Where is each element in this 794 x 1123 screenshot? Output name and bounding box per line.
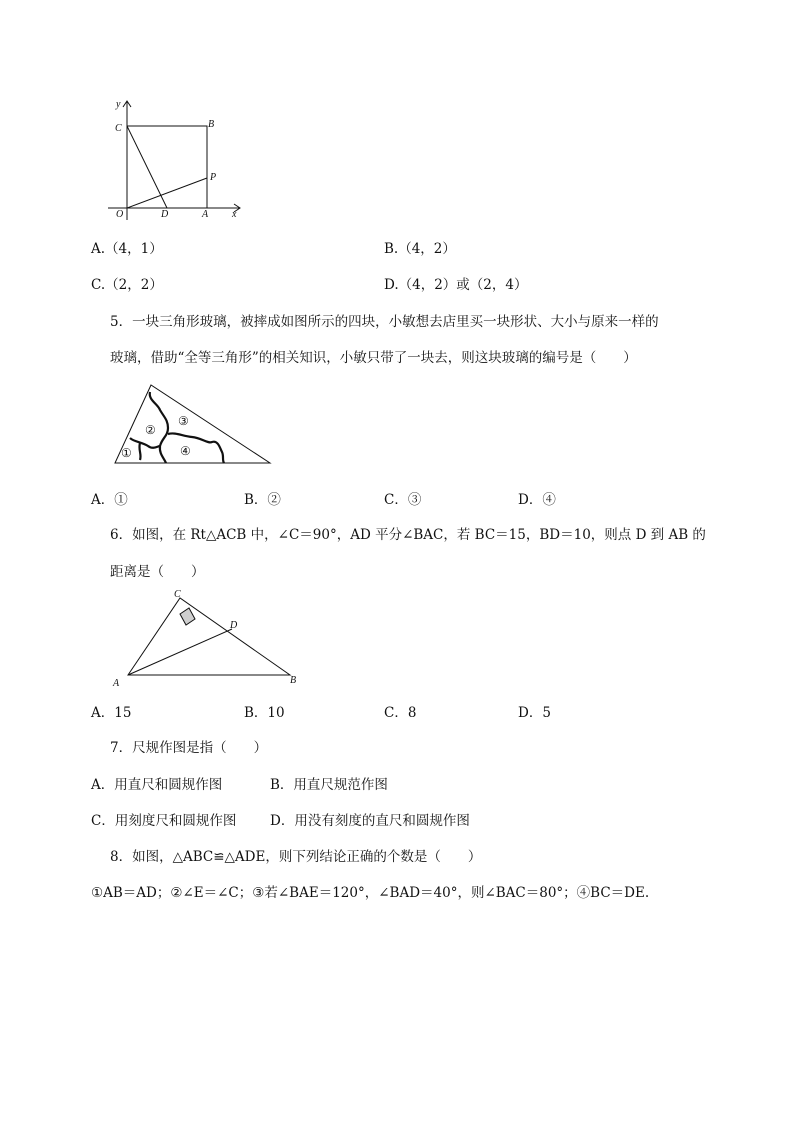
label-b: B <box>290 675 297 686</box>
label-y: y <box>116 99 121 110</box>
q7-stem: 7．尺规作图是指（ ） <box>110 740 268 756</box>
q4-option-d[interactable]: D.（4，2）或（2，4） <box>384 277 528 293</box>
crack-2 <box>168 433 224 463</box>
q5-option-d[interactable]: D．④ <box>518 492 556 508</box>
label-c: C <box>174 589 181 600</box>
q4-option-a[interactable]: A.（4，1） <box>91 241 163 257</box>
right-angle-mark <box>180 608 195 625</box>
q5-option-c[interactable]: C．③ <box>384 492 422 508</box>
q4-option-c[interactable]: C.（2，2） <box>91 277 163 293</box>
q4-figure <box>100 95 250 225</box>
q7-option-b[interactable]: B．用直尺规范作图 <box>270 777 388 793</box>
triangle-acb <box>128 598 290 675</box>
label-x: x <box>232 209 237 220</box>
q5-stem-line2: 玻璃，借助“全等三角形”的相关知识，小敏只带了一块去，则这块玻璃的编号是（ ） <box>110 350 637 366</box>
piece-1-label: ① <box>121 446 132 460</box>
q6-option-c[interactable]: C．8 <box>384 705 417 721</box>
label-p: P <box>210 172 217 183</box>
q7-option-a[interactable]: A．用直尺和圆规作图 <box>91 777 223 793</box>
segment-op <box>127 178 207 208</box>
q6-stem-line1: 6．如图，在 Rt△ACB 中，∠C＝90°，AD 平分∠BAC，若 BC＝15，BD＝10，则点 D 到 AB 的 <box>110 527 706 543</box>
q8-stem: 8．如图，△ABC≌△ADE，则下列结论正确的个数是（ ） <box>110 849 482 865</box>
label-d: D <box>230 620 238 631</box>
q8-statements: ①AB＝AD；②∠E＝∠C；③若∠BAE＝120°，∠BAD＝40°，则∠BAC＝80°；④BC＝DE. <box>91 885 650 901</box>
q5-option-a[interactable]: A．① <box>91 492 128 508</box>
crack-3 <box>130 438 160 448</box>
q7-option-c[interactable]: C．用刻度尺和圆规作图 <box>91 813 237 829</box>
q6-stem-line2: 距离是（ ） <box>110 564 205 580</box>
square-oabc <box>127 126 207 208</box>
q6-option-b[interactable]: B．10 <box>244 705 285 721</box>
label-a: A <box>113 678 120 689</box>
glass-triangle <box>115 385 270 463</box>
q4-option-b[interactable]: B.（4，2） <box>384 241 456 257</box>
label-b: B <box>208 119 215 130</box>
q5-broken-glass-figure <box>108 380 278 468</box>
q5-stem-line1: 5．一块三角形玻璃，被摔成如图所示的四块，小敏想去店里买一块形状、大小与原来一样的 <box>110 314 659 330</box>
label-d: D <box>161 209 169 220</box>
crack-4 <box>139 443 140 460</box>
piece-3-label: ③ <box>178 414 189 428</box>
piece-2-label: ② <box>145 423 156 437</box>
label-a: A <box>202 209 209 220</box>
piece-4-label: ④ <box>180 444 191 458</box>
label-o: O <box>116 209 124 220</box>
q7-option-d[interactable]: D．用没有刻度的直尺和圆规作图 <box>270 813 470 829</box>
q6-option-a[interactable]: A．15 <box>91 705 132 721</box>
q6-right-triangle-figure <box>108 585 308 690</box>
q5-option-b[interactable]: B．② <box>244 492 281 508</box>
label-c: C <box>115 123 122 134</box>
q6-option-d[interactable]: D．5 <box>518 705 551 721</box>
